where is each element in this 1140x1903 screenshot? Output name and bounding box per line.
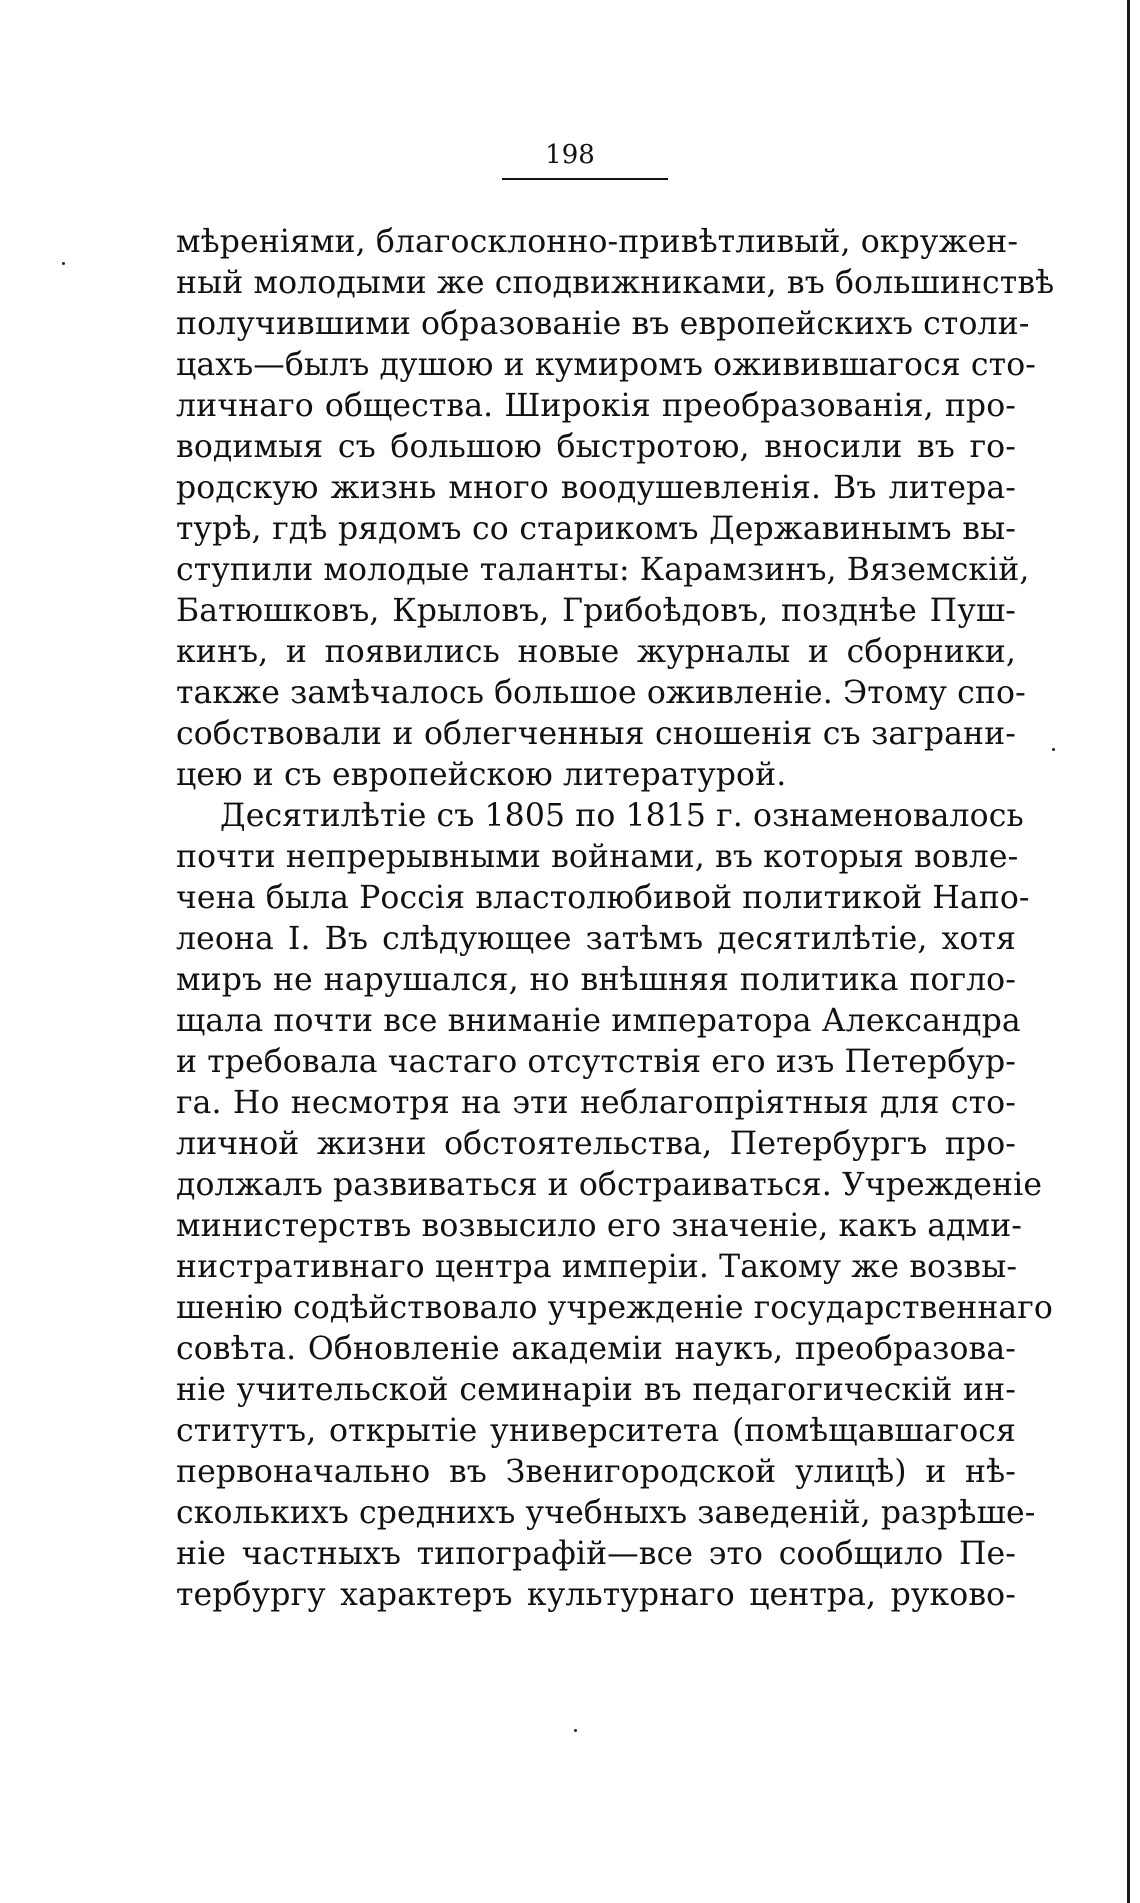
text-line: также замѣчалось большое оживленіе. Этому спо- bbox=[176, 675, 1026, 711]
text-line: Десятилѣтіе съ 1805 по 1815 г. ознаменовалось bbox=[220, 798, 1024, 834]
text-line: ніе учительской семинаріи въ педагогическій ин- bbox=[176, 1372, 1016, 1408]
paragraph-2 bbox=[176, 796, 1053, 1616]
text-line: родскую жизнь много воодушевленія. Въ литера- bbox=[176, 470, 1016, 506]
header-rule bbox=[502, 178, 668, 180]
text-line: совѣта. Обновленіе академіи наукъ, преобразова- bbox=[176, 1331, 1016, 1367]
text-line: цахъ—былъ душою и кумиромъ оживившагося сто- bbox=[176, 347, 1037, 383]
text-line: ступили молодые таланты: Карамзинъ, Вяземскій, bbox=[176, 552, 1030, 588]
paragraph-1 bbox=[176, 222, 1055, 796]
text-line: шенію содѣйствовало учрежденіе государственнаго bbox=[176, 1290, 1053, 1326]
page-edge-shadow bbox=[1127, 0, 1130, 1903]
text-line: чена была Россія властолюбивой политикой Напо- bbox=[176, 880, 1030, 916]
text-line: личнаго общества. Широкія преобразованія, про- bbox=[176, 388, 1016, 424]
text-line: Батюшковъ, Крыловъ, Грибоѣдовъ, позднѣе Пуш- bbox=[176, 593, 1016, 629]
scan-speck bbox=[1052, 748, 1055, 751]
text-line: га. Но несмотря на эти неблагопріятныя для сто- bbox=[176, 1085, 1016, 1121]
text-line: личной жизни обстоятельства, Петербургъ про- bbox=[176, 1126, 1016, 1162]
text-line: кинъ, и появились новые журналы и сборники, bbox=[176, 634, 1016, 670]
text-line: ститутъ, открытіе университета (помѣщавшагося bbox=[176, 1413, 1016, 1449]
text-line: тербургу характеръ культурнаго центра, руково- bbox=[176, 1577, 1016, 1613]
text-line: почти непрерывными войнами, въ которыя вовле- bbox=[176, 839, 1019, 875]
page-number: 198 bbox=[545, 140, 595, 170]
text-line: собствовали и облегченныя сношенія съ заграни- bbox=[176, 716, 1016, 752]
text-line: и требовала частаго отсутствія его изъ Петербур- bbox=[176, 1044, 1016, 1080]
text-line: нистративнаго центра имперіи. Такому же возвы- bbox=[176, 1249, 1018, 1285]
text-line: министерствъ возвысило его значеніе, какъ адми- bbox=[176, 1208, 1023, 1244]
text-line: ный молодыми же сподвижниками, въ большинствѣ bbox=[176, 265, 1055, 301]
text-line: водимыя съ большою быстротою, вносили въ го- bbox=[176, 429, 1016, 465]
text-line: мѣреніями, благосклонно-привѣтливый, окружен- bbox=[176, 224, 1019, 260]
text-line: ніе частныхъ типографій—все это сообщило Пе- bbox=[176, 1536, 1016, 1572]
text-line: щала почти все вниманіе императора Александра bbox=[176, 1003, 1021, 1039]
text-line: леона I. Въ слѣдующее затѣмъ десятилѣтіе, хотя bbox=[176, 921, 1016, 957]
scan-speck bbox=[574, 1729, 577, 1732]
text-line: получившими образованіе въ европейскихъ столи- bbox=[176, 306, 1030, 342]
body-text bbox=[176, 222, 1055, 1616]
text-line: сколькихъ среднихъ учебныхъ заведеній, разрѣше- bbox=[176, 1495, 1036, 1531]
scan-speck bbox=[62, 262, 65, 265]
text-line: цею и съ европейскою литературой. bbox=[176, 757, 787, 793]
text-line: должалъ развиваться и обстраиваться. Учрежденіе bbox=[176, 1167, 1043, 1203]
text-line: турѣ, гдѣ рядомъ со старикомъ Державинымъ вы- bbox=[176, 511, 1016, 547]
text-line: первоначально въ Звенигородской улицѣ) и нѣ- bbox=[176, 1454, 1016, 1490]
text-line: миръ не нарушался, но внѣшняя политика погло- bbox=[176, 962, 1016, 998]
